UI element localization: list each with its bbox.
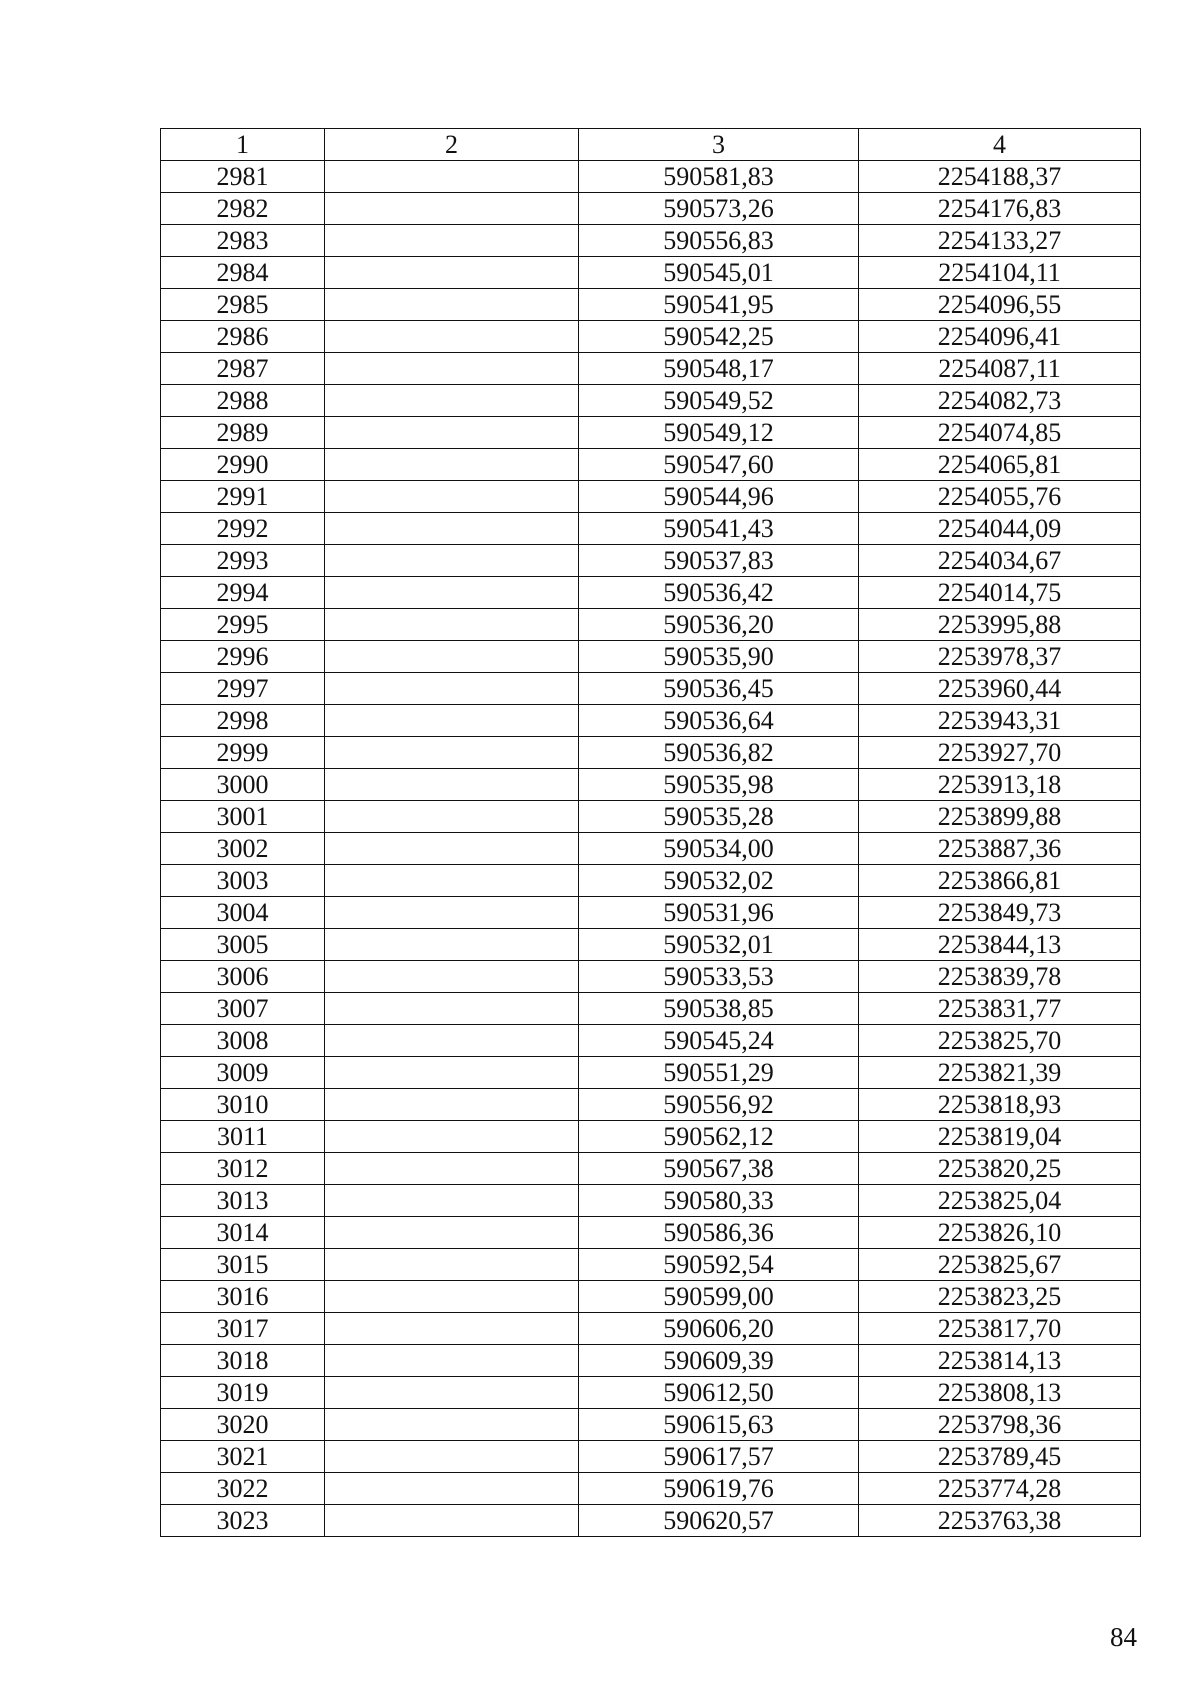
table-row (161, 353, 1141, 385)
table-cell-col-2 (325, 193, 579, 225)
table-cell-col-1: 2983 (161, 225, 325, 257)
table-cell-col-3: 590536,20 (579, 609, 859, 641)
table-cell-col-4: 2253820,25 (859, 1153, 1141, 1185)
table-cell-col-3: 590562,12 (579, 1121, 859, 1153)
table-cell-col-3: 590538,85 (579, 993, 859, 1025)
table-row (161, 1089, 1141, 1121)
table-row (161, 1025, 1141, 1057)
table-cell-col-1: 2995 (161, 609, 325, 641)
table-row (161, 1505, 1141, 1537)
table-cell-col-2 (325, 481, 579, 513)
table-cell-col-3: 590537,83 (579, 545, 859, 577)
table-cell-col-4: 2253774,28 (859, 1473, 1141, 1505)
table-cell-col-4: 2254176,83 (859, 193, 1141, 225)
table-cell-col-3: 590536,64 (579, 705, 859, 737)
table-cell-col-1: 3011 (161, 1121, 325, 1153)
table-cell-col-3: 590536,45 (579, 673, 859, 705)
table-row (161, 673, 1141, 705)
table-cell-col-4: 2254055,76 (859, 481, 1141, 513)
table-cell-col-1: 2982 (161, 193, 325, 225)
table-cell-col-4: 2253819,04 (859, 1121, 1141, 1153)
table-cell-col-4: 2253849,73 (859, 897, 1141, 929)
table-row (161, 1153, 1141, 1185)
table-cell-col-4: 2253831,77 (859, 993, 1141, 1025)
coordinates-table (160, 128, 1141, 1537)
table-cell-col-3: 590581,83 (579, 161, 859, 193)
table-cell-col-4: 2254074,85 (859, 417, 1141, 449)
table-cell-col-3: 590542,25 (579, 321, 859, 353)
table-cell-col-3: 590619,76 (579, 1473, 859, 1505)
table-cell-col-2 (325, 609, 579, 641)
page-number: 84 (1110, 1622, 1137, 1652)
table-cell-col-2 (325, 1409, 579, 1441)
table-cell-col-4: 2253826,10 (859, 1217, 1141, 1249)
table-cell-col-4: 2253821,39 (859, 1057, 1141, 1089)
table-row (161, 705, 1141, 737)
table-cell-col-1: 3002 (161, 833, 325, 865)
table-row (161, 1377, 1141, 1409)
table-cell-col-4: 2253978,37 (859, 641, 1141, 673)
table-cell-col-1: 3009 (161, 1057, 325, 1089)
table-cell-col-3: 590532,01 (579, 929, 859, 961)
table-cell-col-4: 2253825,70 (859, 1025, 1141, 1057)
table-row (161, 833, 1141, 865)
table-cell-col-2 (325, 1377, 579, 1409)
table-row (161, 1345, 1141, 1377)
table-row (161, 865, 1141, 897)
table-cell-col-2 (325, 1281, 579, 1313)
table-cell-col-2 (325, 673, 579, 705)
table-cell-col-1: 3022 (161, 1473, 325, 1505)
table-cell-col-3: 590545,01 (579, 257, 859, 289)
table-cell-col-1: 3003 (161, 865, 325, 897)
table-row (161, 737, 1141, 769)
table-row (161, 1249, 1141, 1281)
table-cell-col-2 (325, 929, 579, 961)
table-cell-col-1: 3019 (161, 1377, 325, 1409)
table-cell-col-3: 590573,26 (579, 193, 859, 225)
table-cell-col-3: 590547,60 (579, 449, 859, 481)
table-row (161, 1281, 1141, 1313)
table-cell-col-4: 2254065,81 (859, 449, 1141, 481)
table-cell-col-1: 3000 (161, 769, 325, 801)
table-cell-col-4: 2253913,18 (859, 769, 1141, 801)
table-cell-col-4: 2253943,31 (859, 705, 1141, 737)
table-row (161, 929, 1141, 961)
table-cell-col-4: 2253825,67 (859, 1249, 1141, 1281)
table-cell-col-2 (325, 1153, 579, 1185)
table-row (161, 449, 1141, 481)
table-row (161, 1057, 1141, 1089)
table-cell-col-1: 3005 (161, 929, 325, 961)
table-row (161, 801, 1141, 833)
table-row (161, 1441, 1141, 1473)
table-cell-col-2 (325, 1121, 579, 1153)
table-cell-col-2 (325, 833, 579, 865)
table-cell-col-4: 2254188,37 (859, 161, 1141, 193)
table-cell-col-3: 590556,92 (579, 1089, 859, 1121)
table-cell-col-4: 2253798,36 (859, 1409, 1141, 1441)
table-cell-col-3: 590620,57 (579, 1505, 859, 1537)
table-cell-col-2 (325, 993, 579, 1025)
table-cell-col-2 (325, 1057, 579, 1089)
table-row (161, 225, 1141, 257)
table-cell-col-1: 2994 (161, 577, 325, 609)
table-cell-col-2 (325, 641, 579, 673)
table-row (161, 1313, 1141, 1345)
table-cell-col-2 (325, 737, 579, 769)
table-cell-col-2 (325, 321, 579, 353)
table-cell-col-1: 2981 (161, 161, 325, 193)
table-cell-col-3: 590567,38 (579, 1153, 859, 1185)
table-cell-col-4: 2254014,75 (859, 577, 1141, 609)
table-cell-col-1: 3014 (161, 1217, 325, 1249)
table-cell-col-1: 3015 (161, 1249, 325, 1281)
table-cell-col-1: 3006 (161, 961, 325, 993)
table-cell-col-1: 2989 (161, 417, 325, 449)
table-cell-col-4: 2253995,88 (859, 609, 1141, 641)
table-cell-col-2 (325, 1505, 579, 1537)
table-row (161, 769, 1141, 801)
table-cell-col-3: 590535,98 (579, 769, 859, 801)
table-row (161, 1217, 1141, 1249)
table-row (161, 193, 1141, 225)
table-cell-col-1: 3010 (161, 1089, 325, 1121)
table-cell-col-3: 590606,20 (579, 1313, 859, 1345)
table-cell-col-1: 3007 (161, 993, 325, 1025)
table-cell-col-3: 590548,17 (579, 353, 859, 385)
table-cell-col-2 (325, 289, 579, 321)
table-header-row (161, 129, 1141, 161)
header-cell-3: 3 (579, 129, 859, 161)
table-cell-col-2 (325, 1345, 579, 1377)
table-cell-col-3: 590549,52 (579, 385, 859, 417)
table-cell-col-4: 2254044,09 (859, 513, 1141, 545)
table-cell-col-4: 2253844,13 (859, 929, 1141, 961)
table-cell-col-1: 2984 (161, 257, 325, 289)
table-cell-col-1: 2993 (161, 545, 325, 577)
table-cell-col-3: 590586,36 (579, 1217, 859, 1249)
table-cell-col-4: 2254034,67 (859, 545, 1141, 577)
table-cell-col-1: 3020 (161, 1409, 325, 1441)
table-cell-col-3: 590599,00 (579, 1281, 859, 1313)
table-cell-col-2 (325, 417, 579, 449)
table-cell-col-1: 3012 (161, 1153, 325, 1185)
table-cell-col-1: 2986 (161, 321, 325, 353)
table-cell-col-1: 2996 (161, 641, 325, 673)
table-cell-col-1: 2997 (161, 673, 325, 705)
table-cell-col-1: 2988 (161, 385, 325, 417)
table-cell-col-2 (325, 801, 579, 833)
table-cell-col-3: 590535,28 (579, 801, 859, 833)
table-cell-col-2 (325, 1313, 579, 1345)
table-cell-col-1: 3013 (161, 1185, 325, 1217)
table-cell-col-1: 2992 (161, 513, 325, 545)
table-cell-col-2 (325, 353, 579, 385)
table-row (161, 481, 1141, 513)
table-cell-col-3: 590592,54 (579, 1249, 859, 1281)
table-cell-col-2 (325, 545, 579, 577)
table-cell-col-2 (325, 769, 579, 801)
table-cell-col-4: 2253763,38 (859, 1505, 1141, 1537)
table-cell-col-2 (325, 1249, 579, 1281)
table-cell-col-3: 590556,83 (579, 225, 859, 257)
table-cell-col-1: 2998 (161, 705, 325, 737)
table-row (161, 641, 1141, 673)
table-cell-col-4: 2253823,25 (859, 1281, 1141, 1313)
table-row (161, 161, 1141, 193)
table-cell-col-1: 3008 (161, 1025, 325, 1057)
table-cell-col-3: 590617,57 (579, 1441, 859, 1473)
table-row (161, 1121, 1141, 1153)
table-cell-col-2 (325, 1089, 579, 1121)
table-cell-col-4: 2253839,78 (859, 961, 1141, 993)
table-cell-col-2 (325, 225, 579, 257)
table-row (161, 289, 1141, 321)
table-row (161, 417, 1141, 449)
table-row (161, 513, 1141, 545)
table-cell-col-4: 2254082,73 (859, 385, 1141, 417)
table-row (161, 1185, 1141, 1217)
table-row (161, 545, 1141, 577)
table-cell-col-1: 3023 (161, 1505, 325, 1537)
table-cell-col-2 (325, 705, 579, 737)
table-cell-col-4: 2254087,11 (859, 353, 1141, 385)
table-row (161, 385, 1141, 417)
table-cell-col-2 (325, 961, 579, 993)
table-cell-col-1: 2987 (161, 353, 325, 385)
table-cell-col-2 (325, 1217, 579, 1249)
table-cell-col-1: 2991 (161, 481, 325, 513)
table-cell-col-4: 2253927,70 (859, 737, 1141, 769)
table-cell-col-2 (325, 513, 579, 545)
header-cell-1: 1 (161, 129, 325, 161)
table-cell-col-3: 590541,43 (579, 513, 859, 545)
table-cell-col-2 (325, 1185, 579, 1217)
table-cell-col-1: 3021 (161, 1441, 325, 1473)
table-cell-col-1: 3016 (161, 1281, 325, 1313)
table-row (161, 321, 1141, 353)
table-cell-col-4: 2253825,04 (859, 1185, 1141, 1217)
table-cell-col-4: 2253899,88 (859, 801, 1141, 833)
table-cell-col-3: 590580,33 (579, 1185, 859, 1217)
table-cell-col-2 (325, 385, 579, 417)
table-cell-col-3: 590535,90 (579, 641, 859, 673)
table-cell-col-2 (325, 577, 579, 609)
table-cell-col-1: 3017 (161, 1313, 325, 1345)
table-cell-col-2 (325, 257, 579, 289)
table-cell-col-1: 3004 (161, 897, 325, 929)
table-cell-col-4: 2253808,13 (859, 1377, 1141, 1409)
table-cell-col-2 (325, 161, 579, 193)
table-cell-col-4: 2253814,13 (859, 1345, 1141, 1377)
table-cell-col-4: 2254096,41 (859, 321, 1141, 353)
table-cell-col-2 (325, 1025, 579, 1057)
table-cell-col-1: 2990 (161, 449, 325, 481)
table-cell-col-3: 590536,82 (579, 737, 859, 769)
table-cell-col-2 (325, 865, 579, 897)
table-cell-col-3: 590534,00 (579, 833, 859, 865)
table-cell-col-1: 3018 (161, 1345, 325, 1377)
table-cell-col-3: 590536,42 (579, 577, 859, 609)
table-row (161, 609, 1141, 641)
table-cell-col-4: 2253960,44 (859, 673, 1141, 705)
table-cell-col-1: 2985 (161, 289, 325, 321)
header-cell-2: 2 (325, 129, 579, 161)
table-cell-col-3: 590615,63 (579, 1409, 859, 1441)
table-row (161, 1473, 1141, 1505)
table-cell-col-3: 590541,95 (579, 289, 859, 321)
table-cell-col-4: 2254133,27 (859, 225, 1141, 257)
table-cell-col-4: 2253887,36 (859, 833, 1141, 865)
table-cell-col-3: 590531,96 (579, 897, 859, 929)
table-cell-col-4: 2253817,70 (859, 1313, 1141, 1345)
table-cell-col-3: 590544,96 (579, 481, 859, 513)
table-row (161, 577, 1141, 609)
table-cell-col-2 (325, 1473, 579, 1505)
table-cell-col-1: 3001 (161, 801, 325, 833)
table-cell-col-4: 2254096,55 (859, 289, 1141, 321)
table-row (161, 993, 1141, 1025)
table-cell-col-3: 590549,12 (579, 417, 859, 449)
table-cell-col-3: 590612,50 (579, 1377, 859, 1409)
table-row (161, 257, 1141, 289)
table-row (161, 1409, 1141, 1441)
table-cell-col-3: 590532,02 (579, 865, 859, 897)
table-cell-col-2 (325, 449, 579, 481)
table-cell-col-2 (325, 1441, 579, 1473)
table-cell-col-3: 590609,39 (579, 1345, 859, 1377)
table-cell-col-4: 2253866,81 (859, 865, 1141, 897)
table-cell-col-4: 2254104,11 (859, 257, 1141, 289)
table-body (161, 129, 1141, 1537)
table-cell-col-3: 590551,29 (579, 1057, 859, 1089)
table-row (161, 897, 1141, 929)
table-cell-col-3: 590545,24 (579, 1025, 859, 1057)
table-cell-col-1: 2999 (161, 737, 325, 769)
table-cell-col-3: 590533,53 (579, 961, 859, 993)
table-cell-col-4: 2253818,93 (859, 1089, 1141, 1121)
table-cell-col-4: 2253789,45 (859, 1441, 1141, 1473)
table-row (161, 961, 1141, 993)
header-cell-4: 4 (859, 129, 1141, 161)
table-cell-col-2 (325, 897, 579, 929)
